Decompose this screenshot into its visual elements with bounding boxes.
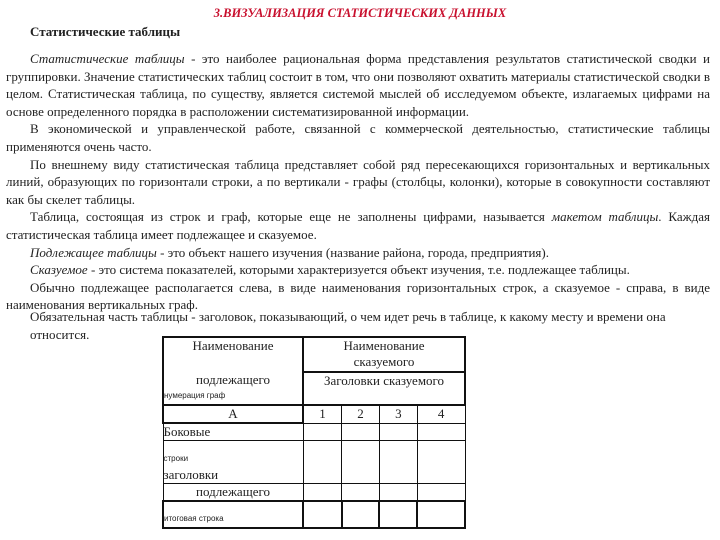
column-number: 1 [303,405,342,423]
paragraph: Обычно подлежащее располагается слева, в виде наименования горизонтальных строк, а сказуемое - справа, в виде наименования вертикальных граф. [6,279,710,313]
total-row-cell [163,501,303,528]
predicate-name: Наименование сказуемого [303,337,465,372]
paragraph [6,50,710,120]
rows-cell [163,441,303,484]
section-title: 3.ВИЗУАЛИЗАЦИЯ СТАТИСТИЧЕСКИХ ДАННЫХ [213,6,507,20]
term: Подлежащее таблицы [30,244,157,260]
paragraph: В экономической и управленческой работе, связанной с коммерческой деятельностью, статистические таблицы применяются очень часто. [6,121,710,154]
paragraph [6,244,710,262]
paragraph [6,261,710,279]
term: Сказуемое [30,262,88,278]
total-row-label: итоговая строка [164,514,224,523]
predicate-headers: Заголовки сказуемого [303,372,465,405]
section-heading: Статистические таблицы [30,24,181,39]
paragraph: По внешнему виду статистическая таблица представляет собой ряд пересекающихся горизонтальных и вертикальных линий, образующих по горизонтали строки, а по вертикали - графы (столбцы, колонки), которые в совокупности составляют как бы скелет таблицы. [6,156,710,207]
column-number: 3 [379,405,417,423]
subject-name: подлежащего [196,372,270,387]
column-numbering-label: нумерация граф [164,391,226,400]
subject-label: подлежащего [163,484,303,502]
text: Таблица, состоящая из строк и граф, которые еще не заполнены цифрами, называется [30,209,552,225]
text: - это система показателей, которыми характеризуется объект изучения, т.е. подлежащее таблицы. [87,262,630,278]
table-layout-diagram [162,336,466,529]
column-a: А [163,405,303,423]
paragraph: Обязательная часть таблицы - заголовок, показывающий, о чем идет речь в таблице, к какому месту и времени она относится. [30,309,666,342]
subject-name: Наименование [192,338,274,353]
text: - это наиболее рациональная форма представления результатов статистической сводки и группировки. Значение статистических таблиц состоит в том, что они позволяют охватить материалы статистической сводки в целом. Статистическая таблица, по существу, является системой мыслей об исследуемом объекте, излагаемых цифрами на основе определенного порядка в расположении систематизированной информации. [6,51,711,119]
column-number: 2 [342,405,380,423]
paragraph [6,208,710,243]
text: - это объект нашего изучения (название района, города, предприятия). [156,244,549,260]
column-number: 4 [417,405,465,423]
term: Статистические таблицы [30,51,185,66]
term: макетом таблицы [551,209,659,225]
text: . Каждая статистическая таблица имеет подлежащее и сказуемое. [6,209,711,242]
subject-header [163,337,303,405]
headers-label: заголовки [163,467,219,482]
body-text [6,50,710,314]
side-label: Боковые [163,423,303,441]
rows-label: строки [163,454,189,463]
